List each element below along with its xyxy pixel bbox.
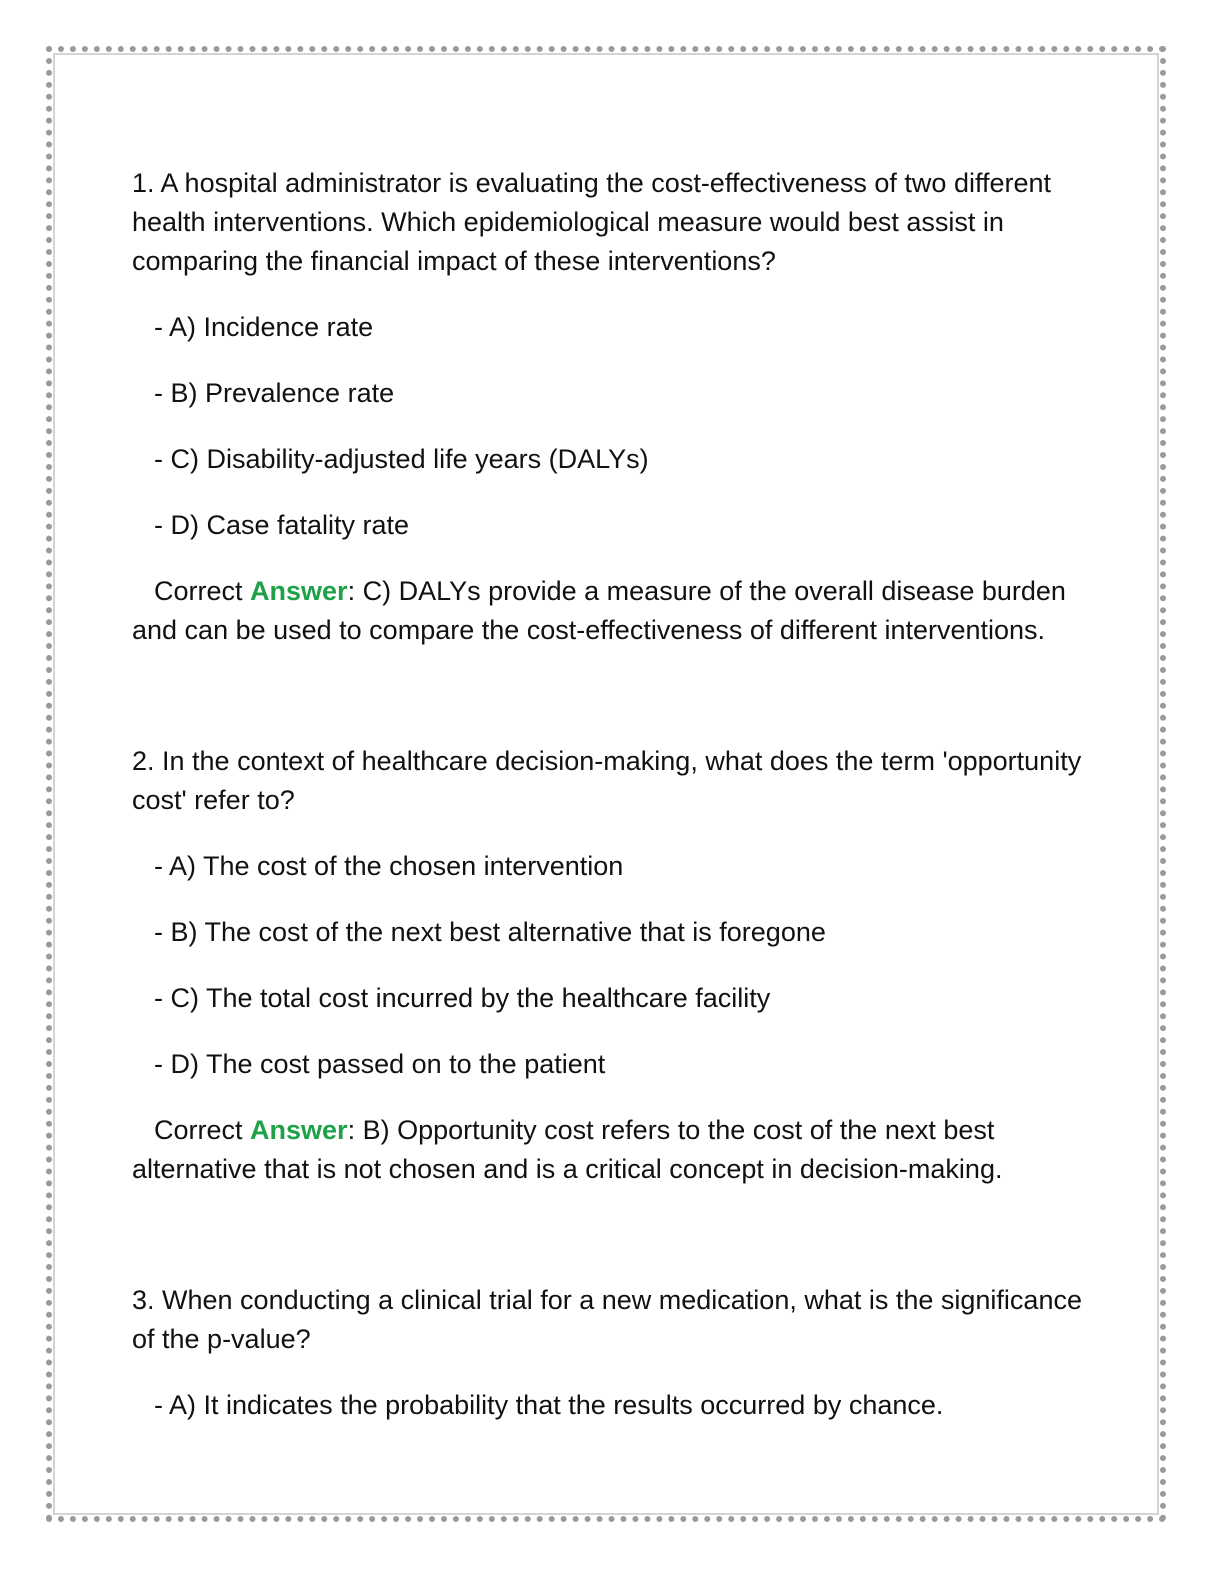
- option-d: - D) The cost passed on to the patient: [154, 1049, 606, 1079]
- answer-keyword: Answer: [250, 1115, 348, 1145]
- option-a: - A) It indicates the probability that the results occurred by chance.: [154, 1390, 944, 1420]
- option-c: - C) The total cost incurred by the healthcare facility: [154, 983, 771, 1013]
- answer-prefix: Correct: [154, 1115, 251, 1145]
- question-1: [132, 164, 1092, 650]
- correct-answer: [132, 1111, 1092, 1189]
- answer-explanation: : C) DALYs provide a measure of the overall disease burden and can be used to compare the cost-effectiveness of different interventions.: [132, 576, 1066, 645]
- quiz-content: [132, 164, 1092, 1425]
- option-a: - A) The cost of the chosen intervention: [154, 851, 624, 881]
- answer-keyword: Answer: [250, 576, 348, 606]
- question-2: [132, 742, 1092, 1189]
- answer-prefix: Correct: [154, 576, 251, 606]
- question-text: 2. In the context of healthcare decision-making, what does the term 'opportunity cost' refer to?: [132, 746, 1082, 815]
- question-text: 1. A hospital administrator is evaluating the cost-effectiveness of two different health interventions. Which epidemiological measure would best assist in comparing the financial impact of these interventions?: [132, 168, 1052, 276]
- question-3: [132, 1281, 1092, 1425]
- correct-answer: [132, 572, 1092, 650]
- option-b: - B) Prevalence rate: [154, 378, 395, 408]
- option-d: - D) Case fatality rate: [154, 510, 410, 540]
- question-text: 3. When conducting a clinical trial for a new medication, what is the significance of the p-value?: [132, 1285, 1082, 1354]
- question-spacer: [132, 1189, 1092, 1281]
- option-a: - A) Incidence rate: [154, 312, 374, 342]
- option-b: - B) The cost of the next best alternative that is foregone: [154, 917, 826, 947]
- question-spacer: [132, 650, 1092, 742]
- option-c: - C) Disability-adjusted life years (DALYs): [154, 444, 649, 474]
- answer-explanation: : B) Opportunity cost refers to the cost of the next best alternative that is not chosen and is a critical concept in decision-making.: [132, 1115, 1003, 1184]
